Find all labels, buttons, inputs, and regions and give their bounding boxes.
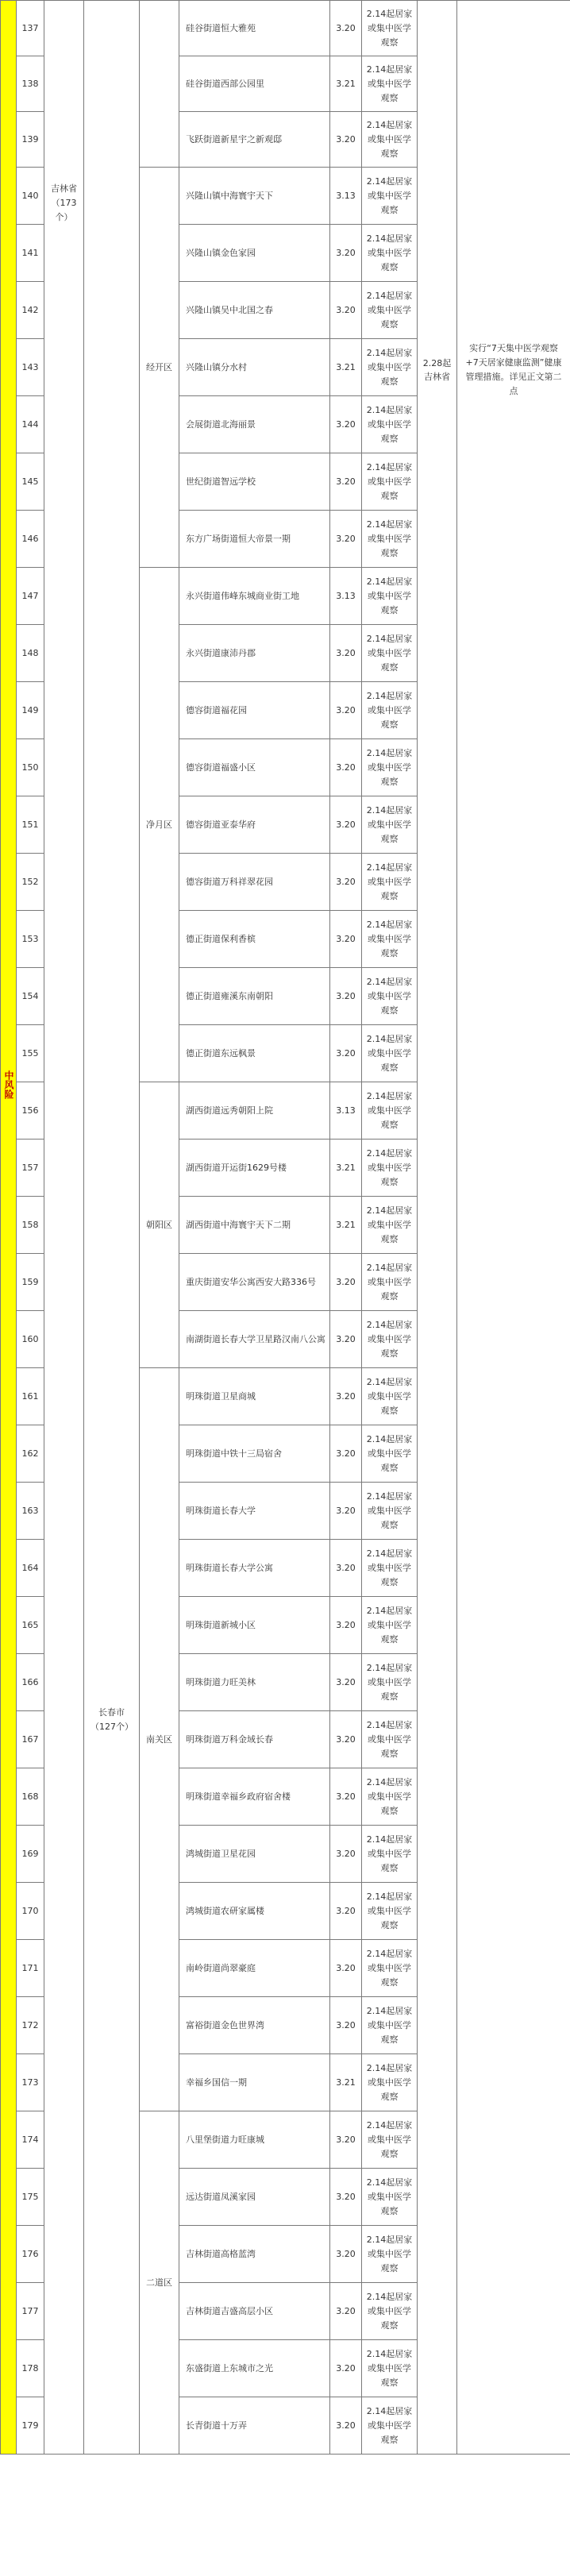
observation-cell: 2.14起居家或集中医学观察 <box>362 511 418 568</box>
address-cell: 明珠街道万科金域长春 <box>179 1711 330 1768</box>
address-cell: 会展街道北海丽景 <box>179 396 330 453</box>
row-number: 159 <box>17 1254 44 1311</box>
observation-cell: 2.14起居家或集中医学观察 <box>362 339 418 396</box>
row-number: 163 <box>17 1483 44 1540</box>
address-cell: 长青街道十万弄 <box>179 2397 330 2455</box>
row-number: 166 <box>17 1654 44 1711</box>
row-number: 149 <box>17 682 44 739</box>
row-number: 154 <box>17 968 44 1025</box>
date-cell: 3.20 <box>330 1540 362 1597</box>
address-cell: 德容街道亚泰华府 <box>179 796 330 854</box>
reported-date-label: 2.28起吉林省 <box>422 357 452 382</box>
date-cell: 3.20 <box>330 854 362 911</box>
date-cell: 3.20 <box>330 1483 362 1540</box>
observation-cell: 2.14起居家或集中医学观察 <box>362 1940 418 1997</box>
row-number: 138 <box>17 56 44 112</box>
row-number: 169 <box>17 1826 44 1883</box>
observation-cell: 2.14起居家或集中医学观察 <box>362 1082 418 1140</box>
date-cell: 3.20 <box>330 625 362 682</box>
observation-cell: 2.14起居家或集中医学观察 <box>362 1826 418 1883</box>
address-cell: 德容街道万科祥翠花园 <box>179 854 330 911</box>
date-cell: 3.21 <box>330 1197 362 1254</box>
address-cell: 明珠街道新城小区 <box>179 1597 330 1654</box>
district-label: 经开区 <box>146 361 172 372</box>
row-number: 173 <box>17 2054 44 2111</box>
observation-cell: 2.14起居家或集中医学观察 <box>362 1483 418 1540</box>
date-cell: 3.20 <box>330 282 362 339</box>
observation-cell: 2.14起居家或集中医学观察 <box>362 1997 418 2054</box>
row-number: 155 <box>17 1025 44 1082</box>
observation-cell: 2.14起居家或集中医学观察 <box>362 739 418 796</box>
date-cell: 3.13 <box>330 1082 362 1140</box>
date-cell: 3.20 <box>330 1 362 56</box>
risk-level-cell <box>1 1 17 2455</box>
date-cell: 3.20 <box>330 453 362 511</box>
address-cell: 德正街道东远枫景 <box>179 1025 330 1082</box>
observation-cell: 2.14起居家或集中医学观察 <box>362 1597 418 1654</box>
date-cell: 3.20 <box>330 1768 362 1826</box>
address-cell: 明珠街道长春大学 <box>179 1483 330 1540</box>
address-cell: 兴隆山镇吴中北国之春 <box>179 282 330 339</box>
observation-cell: 2.14起居家或集中医学观察 <box>362 1311 418 1368</box>
row-number: 148 <box>17 625 44 682</box>
row-number: 167 <box>17 1711 44 1768</box>
observation-cell: 2.14起居家或集中医学观察 <box>362 625 418 682</box>
row-number: 158 <box>17 1197 44 1254</box>
address-cell: 东方广场街道恒大帝景一期 <box>179 511 330 568</box>
observation-cell: 2.14起居家或集中医学观察 <box>362 2054 418 2111</box>
district-label: 南关区 <box>146 1733 172 1745</box>
observation-cell: 2.14起居家或集中医学观察 <box>362 2283 418 2340</box>
observation-cell: 2.14起居家或集中医学观察 <box>362 1654 418 1711</box>
district-cell <box>140 1 179 168</box>
observation-cell: 2.14起居家或集中医学观察 <box>362 1711 418 1768</box>
observation-cell: 2.14起居家或集中医学观察 <box>362 1140 418 1197</box>
address-cell: 湖西街道远秀朝阳上院 <box>179 1082 330 1140</box>
observation-cell: 2.14起居家或集中医学观察 <box>362 2340 418 2397</box>
row-number: 145 <box>17 453 44 511</box>
address-cell: 永兴街道康沛丹郡 <box>179 625 330 682</box>
observation-cell: 2.14起居家或集中医学观察 <box>362 168 418 225</box>
observation-cell: 2.14起居家或集中医学观察 <box>362 282 418 339</box>
date-cell: 3.20 <box>330 396 362 453</box>
address-cell: 德容街道福盛小区 <box>179 739 330 796</box>
date-cell: 3.21 <box>330 1140 362 1197</box>
row-number: 162 <box>17 1425 44 1483</box>
address-cell: 吉林街道高格蓝湾 <box>179 2226 330 2283</box>
date-cell: 3.20 <box>330 2283 362 2340</box>
observation-cell: 2.14起居家或集中医学观察 <box>362 568 418 625</box>
date-cell: 3.20 <box>330 682 362 739</box>
date-cell: 3.20 <box>330 1254 362 1311</box>
address-cell: 硅谷街道西部公园里 <box>179 56 330 112</box>
city-label: 长春市（127个） <box>91 1706 133 1732</box>
policy-note-cell <box>457 1 570 2455</box>
observation-cell: 2.14起居家或集中医学观察 <box>362 1254 418 1311</box>
date-cell: 3.20 <box>330 1311 362 1368</box>
district-cell <box>140 1082 179 1368</box>
date-cell: 3.20 <box>330 2340 362 2397</box>
row-number: 168 <box>17 1768 44 1826</box>
district-cell <box>140 568 179 1082</box>
date-cell: 3.20 <box>330 2397 362 2455</box>
observation-cell: 2.14起居家或集中医学观察 <box>362 1025 418 1082</box>
date-cell: 3.20 <box>330 1940 362 1997</box>
address-cell: 吉林街道吉盛高层小区 <box>179 2283 330 2340</box>
date-cell: 3.20 <box>330 1425 362 1483</box>
observation-cell: 2.14起居家或集中医学观察 <box>362 1883 418 1940</box>
row-number: 178 <box>17 2340 44 2397</box>
row-number: 141 <box>17 225 44 282</box>
address-cell: 明珠街道幸福乡政府宿舍楼 <box>179 1768 330 1826</box>
observation-cell: 2.14起居家或集中医学观察 <box>362 2397 418 2455</box>
address-cell: 鸿城街道农研家属楼 <box>179 1883 330 1940</box>
date-cell: 3.20 <box>330 2111 362 2169</box>
address-cell: 南湖街道长春大学卫星路汉南八公寓 <box>179 1311 330 1368</box>
address-cell: 明珠街道卫星商城 <box>179 1368 330 1425</box>
date-cell: 3.21 <box>330 339 362 396</box>
date-cell: 3.20 <box>330 2226 362 2283</box>
observation-cell: 2.14起居家或集中医学观察 <box>362 911 418 968</box>
row-number: 160 <box>17 1311 44 1368</box>
observation-cell: 2.14起居家或集中医学观察 <box>362 453 418 511</box>
row-number: 152 <box>17 854 44 911</box>
observation-cell: 2.14起居家或集中医学观察 <box>362 1368 418 1425</box>
observation-cell: 2.14起居家或集中医学观察 <box>362 968 418 1025</box>
province-label: 吉林省（173个） <box>51 183 77 222</box>
date-cell: 3.20 <box>330 1883 362 1940</box>
date-cell: 3.21 <box>330 2054 362 2111</box>
address-cell: 德正街道保利香槟 <box>179 911 330 968</box>
address-cell: 硅谷街道恒大雅苑 <box>179 1 330 56</box>
date-cell: 3.20 <box>330 112 362 168</box>
observation-cell: 2.14起居家或集中医学观察 <box>362 1 418 56</box>
table-body <box>1 1 570 2455</box>
row-number: 150 <box>17 739 44 796</box>
district-label: 朝阳区 <box>146 1219 172 1230</box>
observation-cell: 2.14起居家或集中医学观察 <box>362 225 418 282</box>
date-cell: 3.20 <box>330 1025 362 1082</box>
row-number: 140 <box>17 168 44 225</box>
date-cell: 3.20 <box>330 1711 362 1768</box>
row-number: 165 <box>17 1597 44 1654</box>
date-cell: 3.20 <box>330 796 362 854</box>
row-number: 153 <box>17 911 44 968</box>
address-cell: 明珠街道中铁十三局宿舍 <box>179 1425 330 1483</box>
row-number: 142 <box>17 282 44 339</box>
district-cell <box>140 168 179 568</box>
date-cell: 3.20 <box>330 1654 362 1711</box>
row-number: 143 <box>17 339 44 396</box>
row-number: 172 <box>17 1997 44 2054</box>
address-cell: 南岭街道尚翠豪庭 <box>179 1940 330 1997</box>
observation-cell: 2.14起居家或集中医学观察 <box>362 112 418 168</box>
observation-cell: 2.14起居家或集中医学观察 <box>362 1425 418 1483</box>
date-cell: 3.20 <box>330 739 362 796</box>
address-cell: 兴隆山镇金色家园 <box>179 225 330 282</box>
row-number: 164 <box>17 1540 44 1597</box>
observation-cell: 2.14起居家或集中医学观察 <box>362 1197 418 1254</box>
date-cell: 3.13 <box>330 168 362 225</box>
address-cell: 德容街道福花园 <box>179 682 330 739</box>
address-cell: 飞跃街道新星宇之新观邸 <box>179 112 330 168</box>
row-number: 139 <box>17 112 44 168</box>
observation-cell: 2.14起居家或集中医学观察 <box>362 2111 418 2169</box>
address-cell: 明珠街道长春大学公寓 <box>179 1540 330 1597</box>
date-cell: 3.20 <box>330 2169 362 2226</box>
observation-cell: 2.14起居家或集中医学观察 <box>362 396 418 453</box>
date-cell: 3.20 <box>330 1997 362 2054</box>
row-number: 151 <box>17 796 44 854</box>
address-cell: 明珠街道力旺美林 <box>179 1654 330 1711</box>
row-number: 174 <box>17 2111 44 2169</box>
observation-cell: 2.14起居家或集中医学观察 <box>362 1768 418 1826</box>
district-cell <box>140 1368 179 2111</box>
date-cell: 3.13 <box>330 568 362 625</box>
table-row <box>1 1 570 56</box>
row-number: 147 <box>17 568 44 625</box>
row-number: 171 <box>17 1940 44 1997</box>
date-cell: 3.20 <box>330 1597 362 1654</box>
observation-cell: 2.14起居家或集中医学观察 <box>362 1540 418 1597</box>
address-cell: 富裕街道金色世界湾 <box>179 1997 330 2054</box>
row-number: 176 <box>17 2226 44 2283</box>
row-number: 177 <box>17 2283 44 2340</box>
date-cell: 3.20 <box>330 1368 362 1425</box>
row-number: 146 <box>17 511 44 568</box>
row-number: 156 <box>17 1082 44 1140</box>
row-number: 179 <box>17 2397 44 2455</box>
address-cell: 鸿城街道卫星花园 <box>179 1826 330 1883</box>
row-number: 144 <box>17 396 44 453</box>
province-cell <box>44 1 84 2455</box>
observation-cell: 2.14起居家或集中医学观察 <box>362 2226 418 2283</box>
observation-cell: 2.14起居家或集中医学观察 <box>362 682 418 739</box>
row-number: 137 <box>17 1 44 56</box>
district-label: 净月区 <box>146 819 172 830</box>
date-cell: 3.20 <box>330 225 362 282</box>
row-number: 175 <box>17 2169 44 2226</box>
date-cell: 3.20 <box>330 511 362 568</box>
date-cell: 3.20 <box>330 911 362 968</box>
date-cell: 3.20 <box>330 968 362 1025</box>
row-number: 170 <box>17 1883 44 1940</box>
address-cell: 兴隆山镇分水村 <box>179 339 330 396</box>
address-cell: 湖西街道中海寰宇天下二期 <box>179 1197 330 1254</box>
row-number: 161 <box>17 1368 44 1425</box>
address-cell: 永兴街道伟峰东城商业街工地 <box>179 568 330 625</box>
address-cell: 幸福乡国信一期 <box>179 2054 330 2111</box>
city-cell <box>84 1 140 2455</box>
reported-date-cell <box>418 1 457 2455</box>
observation-cell: 2.14起居家或集中医学观察 <box>362 2169 418 2226</box>
observation-cell: 2.14起居家或集中医学观察 <box>362 56 418 112</box>
address-cell: 东盛街道上东城市之光 <box>179 2340 330 2397</box>
date-cell: 3.21 <box>330 56 362 112</box>
district-cell <box>140 2111 179 2455</box>
address-cell: 世纪街道智远学校 <box>179 453 330 511</box>
date-cell: 3.20 <box>330 1826 362 1883</box>
risk-level-label: 中风险 <box>3 1070 14 1099</box>
address-cell: 远达街道凤溪家园 <box>179 2169 330 2226</box>
address-cell: 兴隆山镇中海寰宇天下 <box>179 168 330 225</box>
policy-note: 实行“7天集中医学观察+7天居家健康监测”健康管理措施。详见正文第二点 <box>465 342 562 396</box>
observation-cell: 2.14起居家或集中医学观察 <box>362 854 418 911</box>
address-cell: 德正街道雍溪东南朝阳 <box>179 968 330 1025</box>
observation-cell: 2.14起居家或集中医学观察 <box>362 796 418 854</box>
row-number: 157 <box>17 1140 44 1197</box>
district-label: 二道区 <box>146 2277 172 2288</box>
address-cell: 八里堡街道力旺康城 <box>179 2111 330 2169</box>
address-cell: 湖西街道开运街1629号楼 <box>179 1140 330 1197</box>
address-cell: 重庆街道安华公寓西安大路336号 <box>179 1254 330 1311</box>
